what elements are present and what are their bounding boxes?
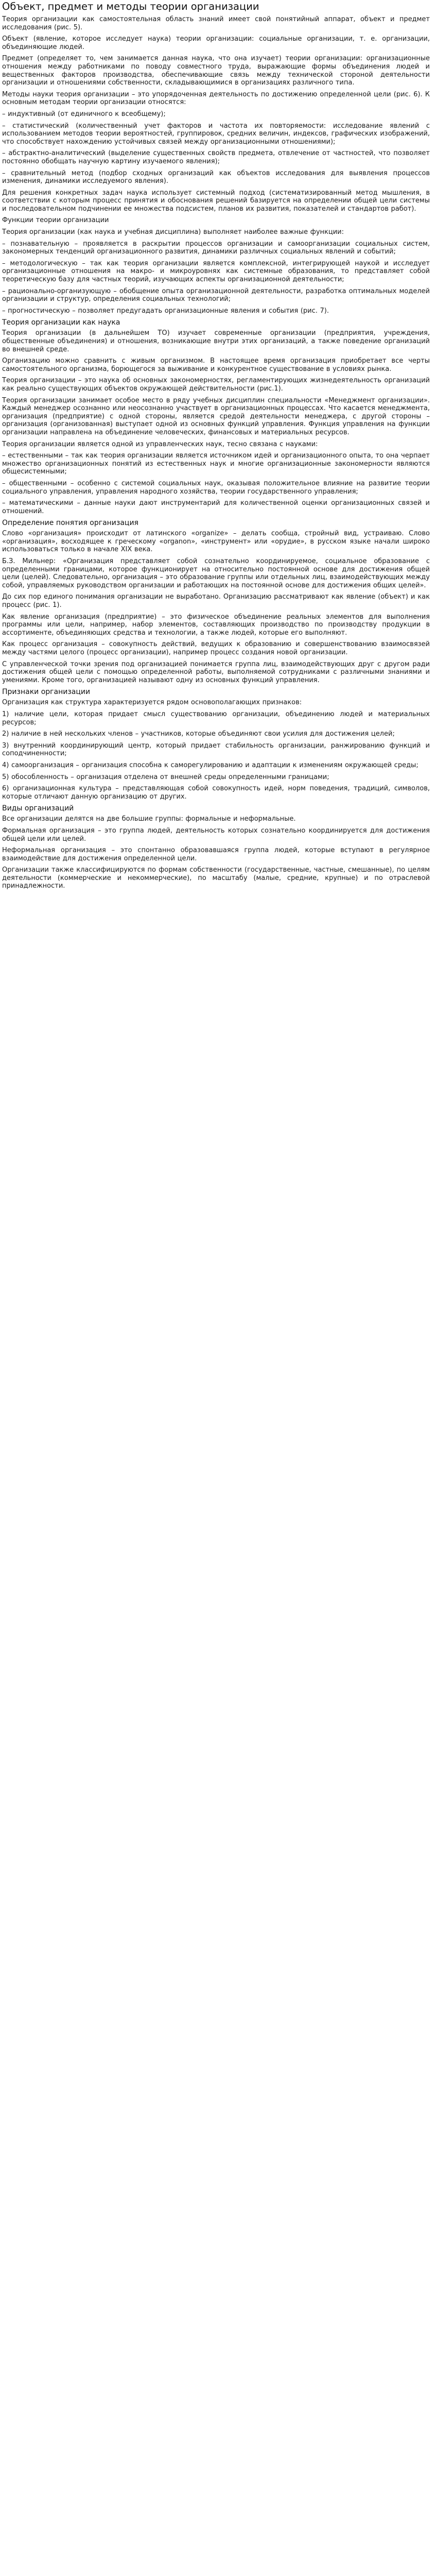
paragraph: Теория организации как самостоятельная область знаний имеет свой понятийный аппарат, объект и предмет исследования (рис. 5).	[2, 15, 430, 31]
paragraph: Предмет (определяет то, чем занимается данная наука, что она изучает) теории организации: организационные отношения между работниками по поводу совместного труда, выражающие формы объединения людей и вещественных факторов производства, обеспечивающие связь между технической стороной деятельности организации и отношениями собственности, складывающимися в организациях различного типа.	[2, 55, 430, 87]
paragraph: Организация как структура характеризуется рядом основополагающих признаков:	[2, 699, 302, 707]
section-heading: Виды организаций	[2, 804, 74, 813]
paragraph: 6) организационная культура – представляющая собой совокупность идей, норм поведения, традиций, символов, которые отличают данную организацию от других.	[2, 785, 430, 801]
paragraph: – рационально-организующую – обобщение опыта организационной деятельности, разработка оптимальных моделей организации и структур, определения социальных технологий;	[2, 287, 430, 303]
paragraph: – сравнительный метод (подбор сходных организаций как объектов исследования для выявления процессов изменения, динамики исследуемого явления).	[2, 169, 430, 185]
paragraph: Теория организации – это наука об основных закономерностях, регламентирующих жизнедеятельность организаций как реально существующих объектов окружающей действительности (рис.1).	[2, 377, 430, 393]
section	[2, 519, 430, 684]
paragraph: – индуктивный (от единичного к всеобщему);	[2, 110, 166, 118]
paragraph: – статистический (количественный учет факторов и частота их повторяемости: исследование явлений с использованием методов теории вероятностей, группировок, средних величин, индексов, графических изображений, что способствует нахождению устойчивых связей между организационными отношениями);	[2, 122, 430, 146]
section-heading: Теория организации как наука	[2, 318, 120, 327]
paragraph: – методологическую – так как теория организации является комплексной, интегрирующей наукой и исследует организационные отношения на макро- и микроуровнях как системные образования, то представляет собой теоретическую базу для частных теорий, изучающих аспекты организационной деятельности;	[2, 259, 430, 284]
document-body	[2, 15, 430, 890]
paragraph: 3) внутренний координирующий центр, который придает стабильность организации, ранжированию функций и соподчиненности;	[2, 741, 430, 758]
paragraph: Теория организации (в дальнейшем ТО) изучает современные организации (предприятия, учреждения, общественные объединения) и отношения, возникающие внутри этих организаций, а также поведение организаций во внешней среде.	[2, 329, 430, 353]
paragraph: – познавательную – проявляется в раскрытии процессов организации и самоорганизации социальных систем, закономерных тенденций организационного развития, динамики различных социальных явлений и событий;	[2, 240, 430, 256]
paragraph: Организацию можно сравнить с живым организмом. В настоящее время организация приобретает все черты самостоятельного организма, борющегося за выживание и конкурентное существование в условиях рынка.	[2, 357, 430, 373]
paragraph: – математическими – данные науки дают инструментарий для количественной оценки организационных связей и отношений.	[2, 499, 430, 515]
paragraph: Неформальная организация – это спонтанно образовавшаяся группа людей, которые вступают в регулярное взаимодействие для достижения определенной цели.	[2, 846, 430, 862]
paragraph: Для решения конкретных задач наука использует системный подход (систематизированный метод мышления, в соответствии с которым процесс принятия и обоснования решений базируется на определении общей цели системы и последовательном подчинении ее множества подсистем, планов их развития, показателей и стандартов работ).	[2, 189, 430, 213]
section	[2, 318, 430, 515]
paragraph: 5) обособленность – организация отделена от внешней среды определенными границами;	[2, 773, 329, 781]
paragraph: Теория организации является одной из управленческих наук, тесно связана с науками:	[2, 440, 318, 448]
section-heading: Признаки организации	[2, 688, 91, 697]
paragraph: Все организации делятся на две большие группы: формальные и неформальные.	[2, 815, 296, 823]
page-title: Объект, предмет и методы теории организации	[2, 1, 259, 12]
paragraph: 1) наличие цели, которая придает смысл существованию организации, объединению людей и материальных ресурсов;	[2, 710, 430, 726]
paragraph: 4) самоорганизация – организация способна к саморегулированию и адаптации к изменениям окружающей среды;	[2, 761, 418, 769]
section	[2, 688, 430, 801]
section-heading: Определение понятия организация	[2, 519, 138, 528]
paragraph: Методы науки теория организации – это упорядоченная деятельность по достижению определенной цели (рис. 6). К основным методам теории организации относятся:	[2, 90, 430, 107]
paragraph: Теория организации занимает особое место в ряду учебных дисциплин специальности «Менеджмент организации». Каждый менеджер осознанно или неосознанно участвует в организационных процессах. Что касается менеджмента, организация (предприятие) с одной стороны, является средой деятельности менеджера, с другой стороны – организация (организованная) выступает одной из основных функций управления. Функция управления на функции организации направлена на объединение человеческих, финансовых и материальных ресурсов.	[2, 396, 430, 436]
paragraph: Как явление организация (предприятие) – это физическое объединение реальных элементов для выполнения программы или цели, например, набор элементов, составляющих производство по производству продукции в ассортименте, объединяющих средства и технологии, а также людей, которые его выполняют.	[2, 613, 430, 637]
paragraph: – естественными – так как теория организации является источником идей и организационного опыта, то она черпает множество организационных понятий из естественных наук и многие организационные закономерности являются общесистемными;	[2, 452, 430, 476]
paragraph: Как процесс организация – совокупность действий, ведущих к образованию и совершенствованию взаимосвязей между частями целого (процесс организации), например процесс создания новой организации.	[2, 640, 430, 656]
paragraph: Теория организации (как наука и учебная дисциплина) выполняет наиболее важные функции:	[2, 228, 344, 236]
paragraph: До сих пор единого понимания организации не выработано. Организацию рассматривают как явление (объект) и как процесс (рис. 1).	[2, 593, 430, 609]
paragraph: – общественными – особенно с системой социальных наук, оказывая положительное влияние на развитие теории социального управления, управления народного хозяйства, теории государственного управления;	[2, 479, 430, 496]
paragraph: Формальная организация – это группа людей, деятельность которых сознательно координируется для достижения общей цели или целей.	[2, 826, 430, 843]
paragraph: Объект (явление, которое исследует наука) теории организации: социальные организации, т. е. организации, объединяющие людей.	[2, 35, 430, 51]
document-page	[0, 0, 432, 897]
paragraph: Организации также классифицируются по формам собственности (государственные, частные, смешанные), по целям деятельности (коммерческие и некоммерческие), по масштабу (малые, средние, крупные) и по отраслевой принадлежности.	[2, 866, 430, 890]
paragraph: Б.З. Мильнер: «Организация представляет собой сознательно координируемое, социальное образование с определенными границами, которое функционирует на относительно постоянной основе для достижения общей цели (целей). Следовательно, организация – это образование группы или отдельных лиц, взаимодействующих между собой, управляемых руководством организации и работающих на постоянной основе для достижения общих целей».	[2, 557, 430, 589]
paragraph: Функции теории организации	[2, 216, 109, 225]
paragraph: С управленческой точки зрения под организацией понимается группа лиц, взаимодействующих друг с другом ради достижения общей цели с помощью определенной работы, выполняемой сотрудниками с различными знаниями и умениями. Кроме того, организацией называют одну из основных функций управления.	[2, 660, 430, 684]
paragraph: – абстрактно-аналитический (выделение существенных свойств предмета, отвлечение от частностей, что позволяет постоянно обобщать научную картину изучаемого явления);	[2, 149, 430, 165]
section	[2, 15, 430, 315]
section	[2, 804, 430, 890]
paragraph: 2) наличие в ней нескольких членов – участников, которые объединяют свои усилия для достижения целей;	[2, 730, 395, 738]
paragraph: – прогностическую – позволяет предугадать организационные явления и события (рис. 7).	[2, 307, 329, 315]
paragraph: Слово «организация» происходит от латинского «organize» – делать сообща, стройный вид, устраиваю. Слово «организация», восходящее к греческому «organon», «инструмент» или «орудие», в русском языке начали широко использоваться только в начале XIX века.	[2, 530, 430, 554]
